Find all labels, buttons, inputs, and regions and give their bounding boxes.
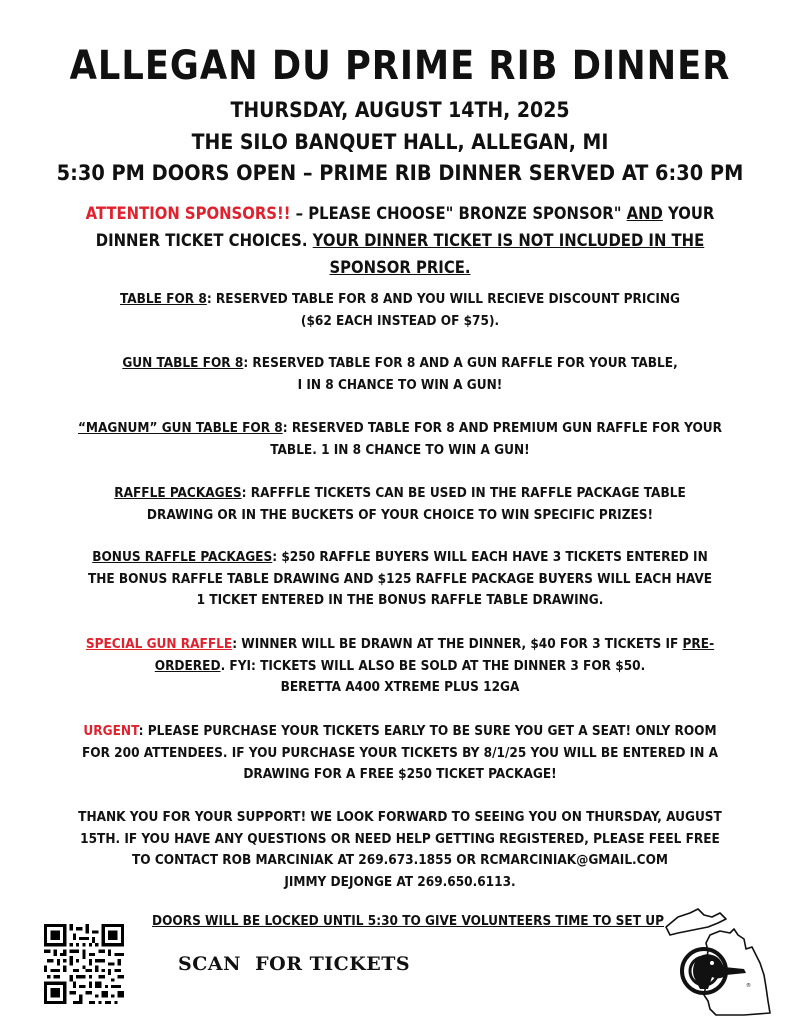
section-text: DRAWING FOR A FREE $250 TICKET PACKAGE! — [243, 766, 557, 782]
sponsor-notice — [70, 200, 730, 281]
event-date: THURSDAY, AUGUST 14TH, 2025 — [230, 98, 570, 122]
section-text: TABLE. 1 IN 8 CHANCE TO WIN A GUN! — [270, 441, 530, 458]
doors-locked-notice: DOORS WILL BE LOCKED UNTIL 5:30 TO GIVE VOLUNTEERS TIME TO SET UP — [152, 913, 664, 929]
scan-for-tickets-label: SCAN FOR TICKETS — [178, 953, 411, 975]
attention-label: ATTENTION SPONSORS!! — [85, 204, 291, 223]
section-table-for-8 — [60, 289, 740, 332]
ducks-unlimited-michigan-logo-icon — [660, 905, 780, 1020]
svg-text:®: ® — [746, 983, 751, 989]
section-text: ($62 EACH INSTEAD OF $75). — [300, 312, 500, 329]
section-bonus-raffle — [60, 547, 740, 612]
section-urgent — [60, 721, 740, 786]
section-label: RAFFLE PACKAGES — [114, 485, 242, 501]
section-label: SPECIAL GUN RAFFLE — [85, 636, 233, 652]
attention-warning: YOUR DINNER TICKET IS NOT INCLUDED IN THE SPONSOR PRICE. — [312, 231, 705, 277]
section-text: : RESERVED TABLE FOR 8 AND A GUN RAFFLE FOR YOUR TABLE, — [243, 355, 678, 371]
section-magnum-gun-table — [60, 418, 740, 461]
section-text: : RESERVED TABLE FOR 8 AND PREMIUM GUN RAFFLE FOR YOUR — [282, 420, 723, 436]
section-text: : PLEASE PURCHASE YOUR TICKETS EARLY TO BE SURE YOU GET A SEAT! ONLY ROOM — [138, 723, 717, 739]
section-text: I IN 8 CHANCE TO WIN A GUN! — [297, 376, 503, 393]
section-raffle-packages — [60, 483, 740, 526]
section-text: THE BONUS RAFFLE TABLE DRAWING AND $125 RAFFLE PACKAGE BUYERS WILL EACH HAVE — [87, 570, 713, 587]
section-thank-you — [60, 807, 740, 893]
qr-code-icon[interactable] — [44, 924, 124, 1004]
section-text: THANK YOU FOR YOUR SUPPORT! WE LOOK FORWARD TO SEEING YOU ON THURSDAY, AUGUST — [78, 809, 722, 825]
section-label: BONUS RAFFLE PACKAGES — [92, 549, 273, 565]
section-text: DRAWING OR IN THE BUCKETS OF YOUR CHOICE TO WIN SPECIFIC PRIZES! — [146, 506, 654, 523]
event-times: 5:30 PM DOORS OPEN – PRIME RIB DINNER SERVED AT 6:30 PM — [56, 161, 744, 186]
section-gun-table — [60, 353, 740, 396]
ordered-label: ORDERED — [154, 657, 221, 674]
pre-label: PRE- — [682, 636, 715, 652]
attention-and: AND — [626, 204, 663, 223]
section-text: 1 TICKET ENTERED IN THE BONUS RAFFLE TABLE DRAWING. — [196, 592, 604, 608]
section-text: FOR 200 ATTENDEES. IF YOU PURCHASE YOUR TICKETS BY 8/1/25 YOU WILL BE ENTERED IN A — [81, 744, 718, 761]
section-text: . FYI: TICKETS WILL ALSO BE SOLD AT THE DINNER 3 FOR $50. — [220, 657, 646, 674]
section-label: URGENT — [83, 723, 139, 739]
section-label: TABLE FOR 8 — [120, 291, 207, 307]
section-text: : RESERVED TABLE FOR 8 AND YOU WILL RECIEVE DISCOUNT PRICING — [206, 291, 680, 307]
section-text: : WINNER WILL BE DRAWN AT THE DINNER, $40 FOR 3 TICKETS IF — [232, 636, 683, 652]
section-text: BERETTA A400 XTREME PLUS 12GA — [280, 679, 520, 695]
section-text: : RAFFFLE TICKETS CAN BE USED IN THE RAFFLE PACKAGE TABLE — [241, 485, 686, 501]
section-text: JIMMY DEJONGE AT 269.650.6113. — [284, 873, 516, 890]
section-label: “MAGNUM” GUN TABLE FOR 8 — [77, 420, 283, 436]
section-text: 15TH. IF YOU HAVE ANY QUESTIONS OR NEED HELP GETTING REGISTERED, PLEASE FEEL FREE — [80, 830, 720, 847]
attention-text-1: – PLEASE CHOOSE" BRONZE SPONSOR" — [290, 204, 627, 223]
section-label: GUN TABLE FOR 8 — [122, 355, 244, 371]
attention-text-2: YOUR DINNER TICKET CHOICES. — [95, 204, 715, 250]
section-text: : $250 RAFFLE BUYERS WILL EACH HAVE 3 TICKETS ENTERED IN — [272, 549, 708, 565]
section-special-gun-raffle — [60, 634, 740, 699]
event-title: ALLEGAN DU PRIME RIB DINNER — [69, 43, 731, 89]
event-venue: THE SILO BANQUET HALL, ALLEGAN, MI — [191, 130, 609, 154]
section-text: TO CONTACT ROB MARCINIAK AT 269.673.1855 OR RCMARCINIAK@GMAIL.COM — [132, 852, 668, 868]
